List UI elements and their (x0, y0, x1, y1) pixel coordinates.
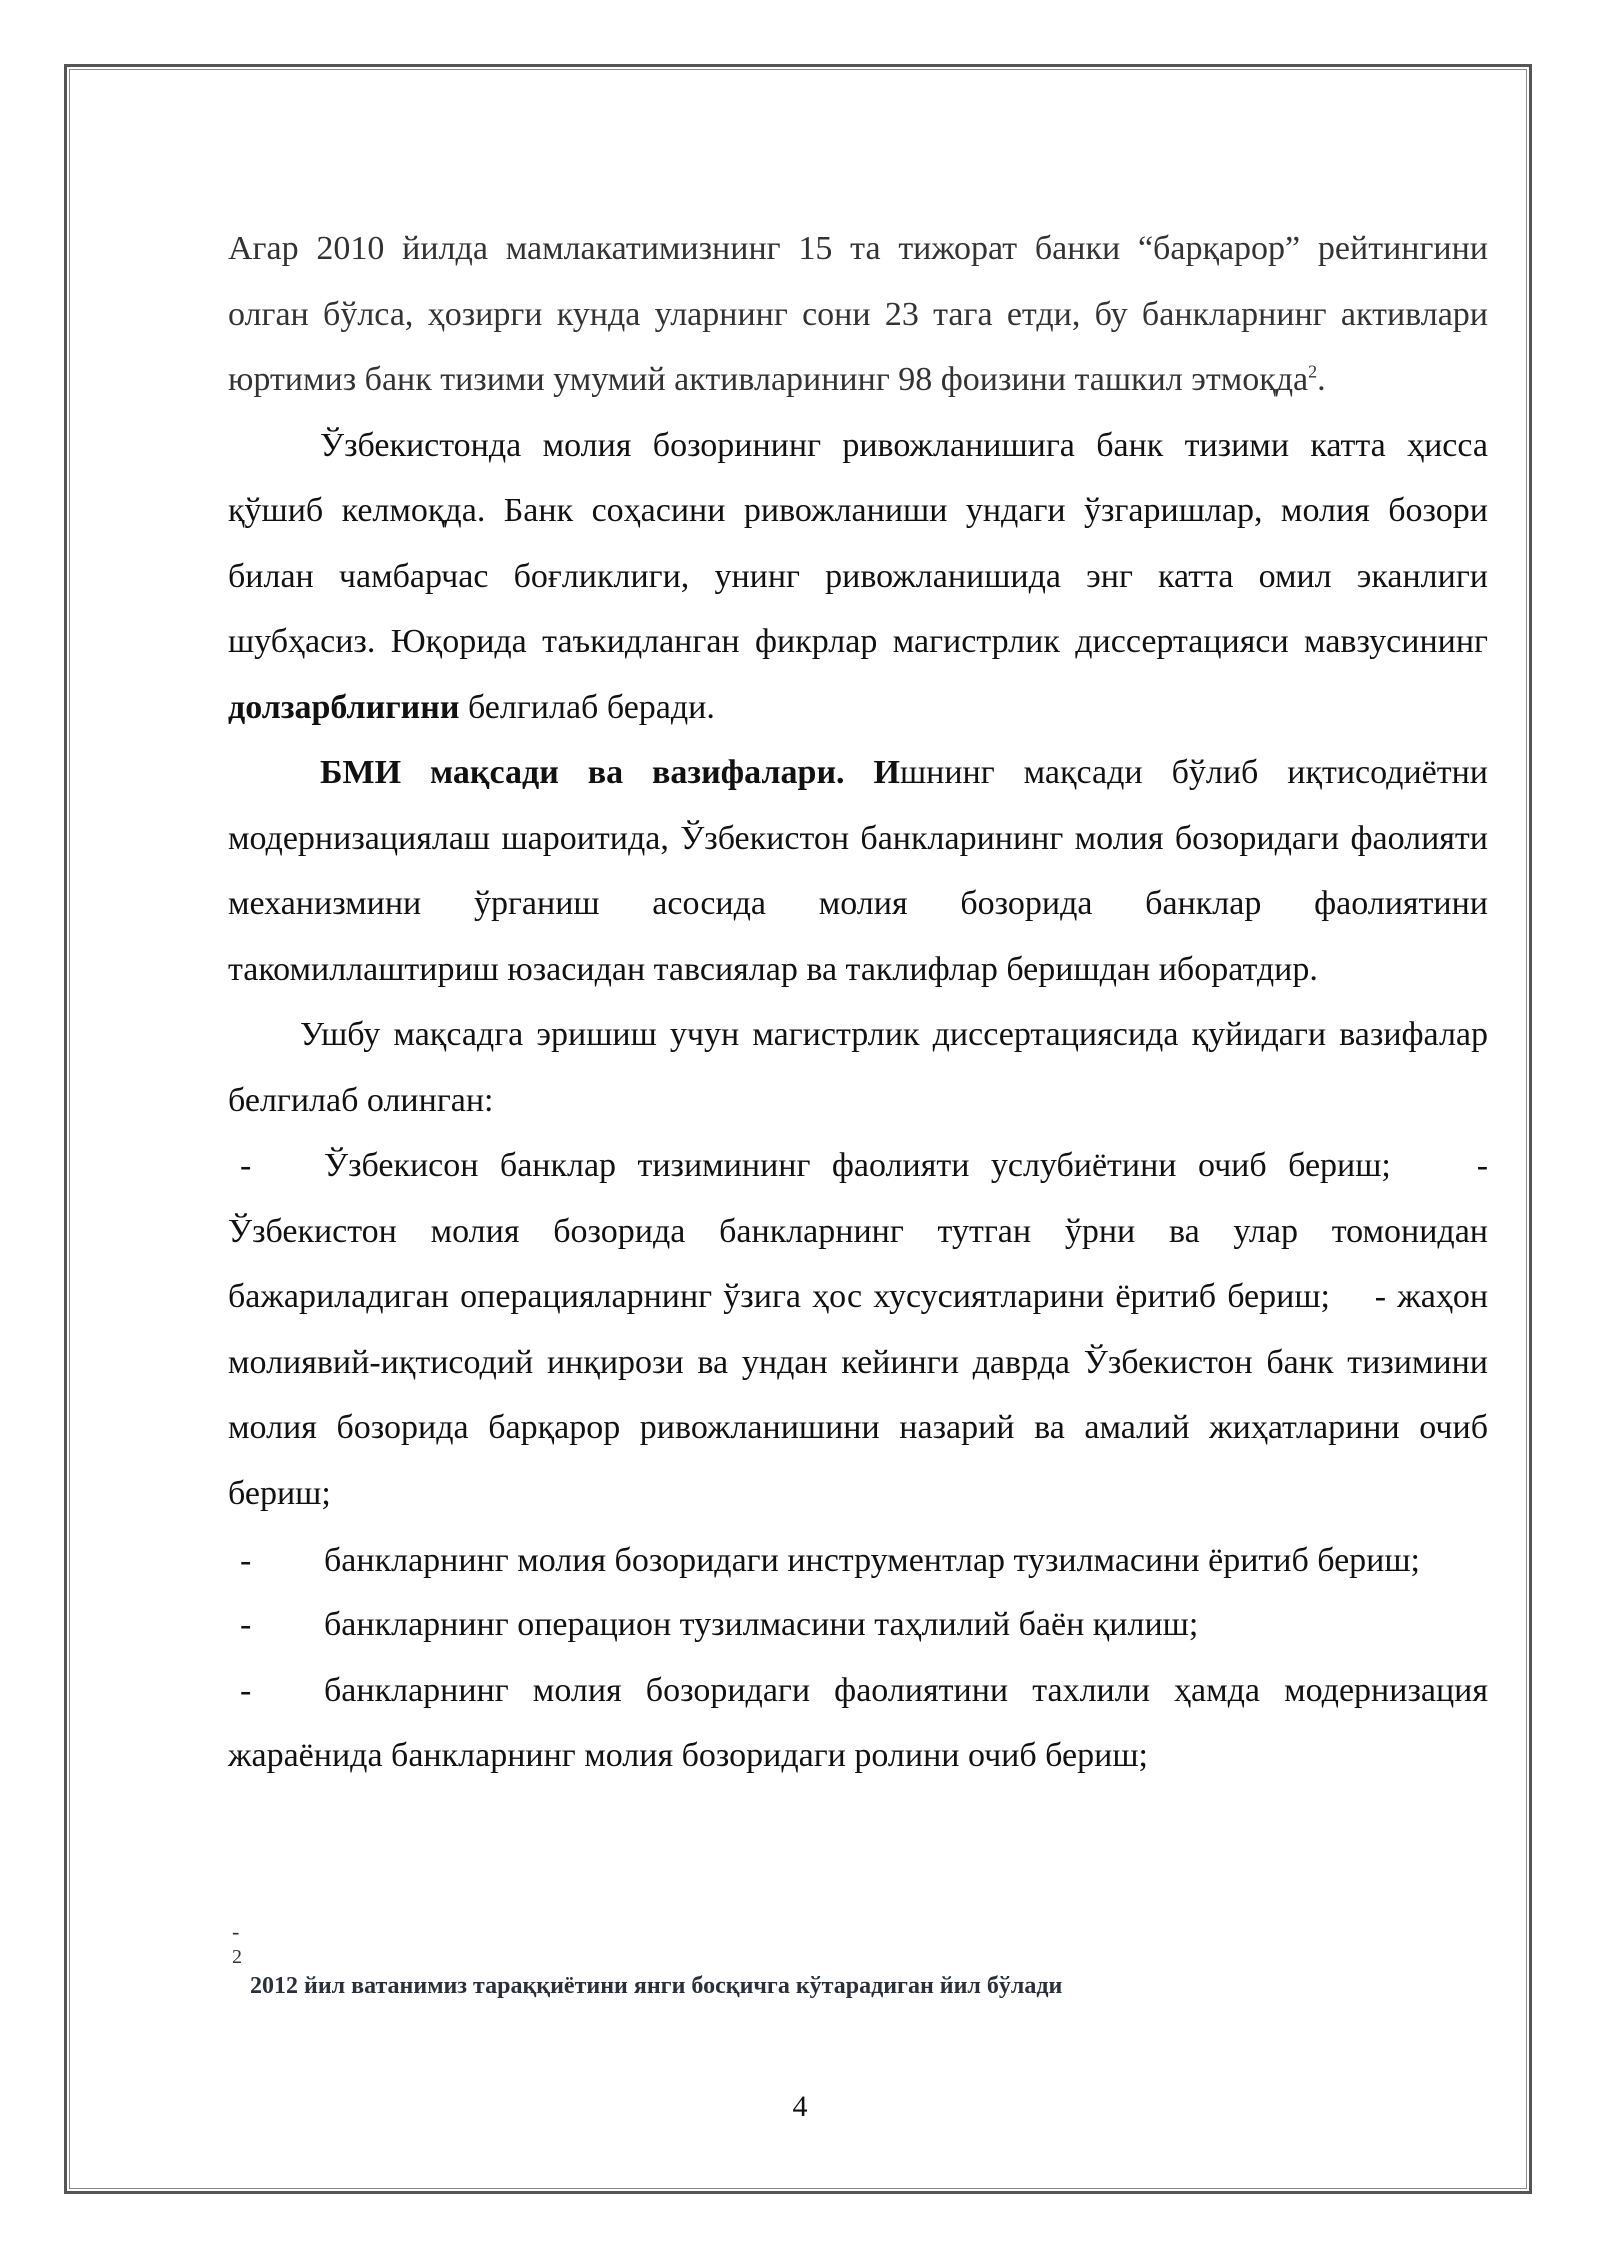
footnote-area (232, 1920, 1432, 2002)
paragraph-2-end: белгилаб беради. (459, 688, 715, 726)
paragraph-2-text: Ўзбекистонда молия бозорининг ривожланишига банк тизими катта ҳисса қўшиб келмоқда. Банк соҳасини ривожланиши ундаги ўзгаришлар, молия бозори билан чамбарчас боғликлиги, унинг ривожланишида энг катта омил эканлиги шубҳасиз. Юқорида таъкидланган фикрлар магистрлик диссертацияси мавзусининг (228, 426, 1488, 660)
paragraph-2 (228, 413, 1488, 741)
task-item-5: банкларнинг операцион тузилмасини таҳлилий баён қилиш; (324, 1606, 1199, 1643)
paragraph-3-text: шнинг мақсади бўлиб иқтисодиётни модернизациялаш шароитида, Ўзбекистон банкларининг молия бозоридаги фаолияти механизмини ўрганиш асосида молия бозорида банклар фаолиятини такомиллаштириш юзасидан тавсиялар ва таклифлар беришдан иборатдир. (228, 754, 1488, 988)
task-item-4: банкларнинг молия бозоридаги инструментлар тузилмасини ёритиб бериш; (324, 1542, 1421, 1579)
list-dash: - (1374, 1278, 1387, 1315)
paragraph-1 (228, 216, 1488, 413)
footnote-separator: - (232, 1919, 240, 1944)
task-list-item-5 (228, 1592, 1488, 1658)
section-heading-goals: БМИ мақсади ва вазифалари. И (320, 754, 900, 791)
list-dash: - (1476, 1147, 1489, 1184)
task-list-item-4 (228, 1544, 1488, 1578)
paragraph-4 (228, 1002, 1488, 1133)
list-dash: - (240, 1606, 252, 1643)
paragraph-4-text: Ушбу мақсадга эришиш учун магистрлик диссертациясида қуйидаги вазифалар белгилаб олинган: (228, 1016, 1488, 1119)
page-number: 4 (792, 2090, 808, 2123)
task-item-3: жаҳон молиявий-иқтисодий инқирози ва ундан кейинги даврда Ўзбекистон банк тизимини молия бозорида барқарор ривожланишини назарий ва амалий жиҳатларини очиб бериш; (228, 1278, 1489, 1512)
footnote-text: 2012 йил ватанимиз тараққиётини янги босқичга кўтарадиган йил бўлади (250, 1973, 1063, 1999)
footnote-ref: 2 (1308, 361, 1318, 382)
list-dash: - (240, 1147, 252, 1184)
task-item-1: Ўзбекисон банклар тизимининг фаолияти услубиётини очиб бериш; (324, 1147, 1391, 1184)
footnote-number: 2 (232, 1946, 242, 1968)
task-item-2: Ўзбекистон молия бозорида банкларнинг тутган ўрни ва улар томонидан бажариладиган операцияларнинг ўзига ҳос хусусиятларини ёритиб бериш; (228, 1212, 1488, 1315)
task-list-item-6 (228, 1658, 1488, 1789)
document-body (228, 216, 1488, 1789)
paragraph-1-text: Агар 2010 йилда мамлакатимизнинг 15 та тижорат банки “барқарор” рейтингини олган бўлса, ҳозирги кунда уларнинг сони 23 тага етди, бу банкларнинг активлари юртимиз банк тизими умумий активларининг 98 фоизини ташкил этмоқда (228, 230, 1488, 398)
paragraph-2-bold: долзарблигини (228, 688, 460, 726)
task-list-block-1 (228, 1133, 1488, 1526)
list-dash: - (240, 1671, 252, 1709)
paragraph-1-end: . (1317, 361, 1326, 398)
list-dash: - (240, 1542, 252, 1579)
paragraph-3 (228, 740, 1488, 1002)
task-item-6: банкларнинг молия бозоридаги фаолиятини тахлили ҳамда модернизация жараёнида банкларнинг молия бозоридаги ролини очиб бериш; (228, 1671, 1488, 1774)
